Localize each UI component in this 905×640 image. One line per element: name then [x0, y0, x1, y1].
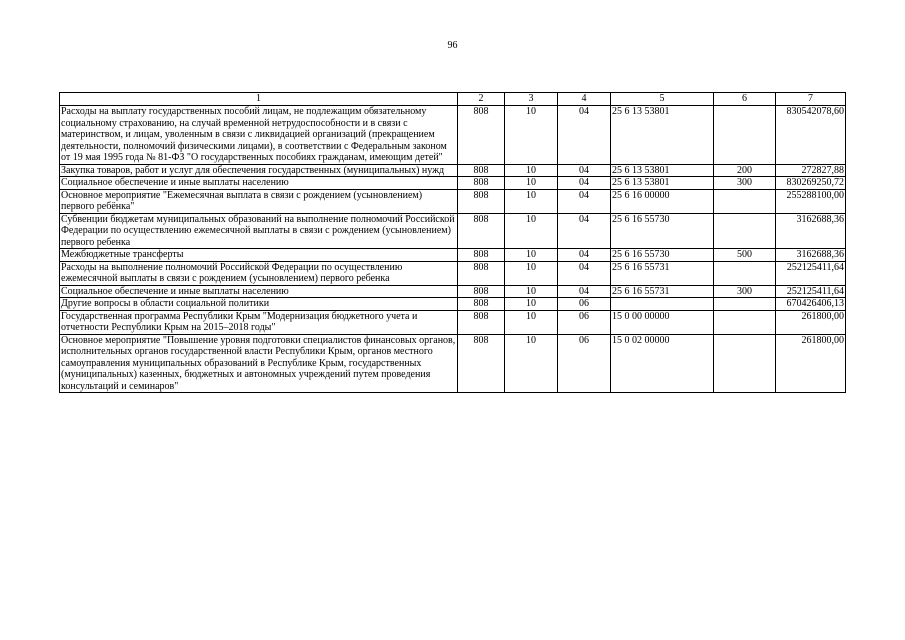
row-section: 10: [505, 189, 558, 213]
table-row: [60, 249, 846, 262]
row-name: Социальное обеспечение и иные выплаты населению: [60, 285, 458, 298]
row-name: Государственная программа Республики Крым "Модернизация бюджетного учета и отчетности Республики Крым на 2015–2018 годы": [60, 310, 458, 334]
row-amount: 252125411,64: [776, 285, 846, 298]
header-cell: 6: [714, 93, 776, 106]
row-section: 10: [505, 106, 558, 165]
row-expense-type: 300: [714, 285, 776, 298]
row-section: 10: [505, 249, 558, 262]
row-subsection: 04: [558, 164, 611, 177]
row-code: 808: [458, 310, 505, 334]
row-subsection: 04: [558, 285, 611, 298]
row-amount: 670426406,13: [776, 298, 846, 311]
budget-table: [59, 92, 846, 393]
header-cell: 7: [776, 93, 846, 106]
table-row: [60, 285, 846, 298]
header-row: [60, 93, 846, 106]
row-expense-type: [714, 106, 776, 165]
row-section: 10: [505, 164, 558, 177]
row-expense-type: 500: [714, 249, 776, 262]
row-code: 808: [458, 106, 505, 165]
row-subsection: 04: [558, 213, 611, 249]
row-name: Расходы на выполнение полномочий Российской Федерации по осуществлению ежемесячной выплаты в связи с рождением (усыновлением) первого ребенка: [60, 261, 458, 285]
header-cell: 3: [505, 93, 558, 106]
row-expense-type: 300: [714, 177, 776, 190]
table-row: [60, 213, 846, 249]
table-row: [60, 177, 846, 190]
row-amount: 261800,00: [776, 310, 846, 334]
row-code: 808: [458, 213, 505, 249]
header-cell: 1: [60, 93, 458, 106]
row-code: 808: [458, 164, 505, 177]
row-expense-type: [714, 334, 776, 393]
row-target-article: 25 6 13 53801: [611, 177, 714, 190]
row-section: 10: [505, 261, 558, 285]
row-expense-type: [714, 213, 776, 249]
header-cell: 5: [611, 93, 714, 106]
page-number: 96: [447, 40, 458, 51]
row-amount: 255288100,00: [776, 189, 846, 213]
table-row: [60, 189, 846, 213]
table-row: [60, 298, 846, 311]
row-subsection: 04: [558, 249, 611, 262]
row-name: Субвенции бюджетам муниципальных образований на выполнение полномочий Российской Федерации по осуществлению ежемесячной выплаты в связи с рождением (усыновлением) первого ребенка: [60, 213, 458, 249]
row-subsection: 04: [558, 106, 611, 165]
row-expense-type: [714, 261, 776, 285]
row-expense-type: [714, 310, 776, 334]
row-expense-type: [714, 189, 776, 213]
row-amount: 272827,88: [776, 164, 846, 177]
row-section: 10: [505, 334, 558, 393]
row-section: 10: [505, 298, 558, 311]
row-target-article: 25 6 13 53801: [611, 164, 714, 177]
header-cell: 4: [558, 93, 611, 106]
row-subsection: 04: [558, 261, 611, 285]
row-code: 808: [458, 298, 505, 311]
row-target-article: 25 6 16 55730: [611, 249, 714, 262]
row-amount: 830269250,72: [776, 177, 846, 190]
table-row: [60, 261, 846, 285]
row-expense-type: [714, 298, 776, 311]
row-name: Закупка товаров, работ и услуг для обеспечения государственных (муниципальных) нужд: [60, 164, 458, 177]
row-target-article: 25 6 16 55731: [611, 285, 714, 298]
row-subsection: 06: [558, 298, 611, 311]
row-code: 808: [458, 189, 505, 213]
table-row: [60, 164, 846, 177]
table-row: [60, 310, 846, 334]
row-target-article: 15 0 00 00000: [611, 310, 714, 334]
row-name: Межбюджетные трансферты: [60, 249, 458, 262]
row-target-article: [611, 298, 714, 311]
row-subsection: 06: [558, 334, 611, 393]
row-target-article: 15 0 02 00000: [611, 334, 714, 393]
row-amount: 3162688,36: [776, 213, 846, 249]
table-row: [60, 334, 846, 393]
row-amount: 261800,00: [776, 334, 846, 393]
header-cell: 2: [458, 93, 505, 106]
row-section: 10: [505, 213, 558, 249]
row-code: 808: [458, 249, 505, 262]
row-code: 808: [458, 285, 505, 298]
row-code: 808: [458, 261, 505, 285]
row-amount: 830542078,60: [776, 106, 846, 165]
row-name: Другие вопросы в области социальной политики: [60, 298, 458, 311]
row-name: Основное мероприятие "Повышение уровня подготовки специалистов финансовых органов, исполнительных органов государственной власти Республики Крым, органов местного самоуправления муниципальных образований в Республике Крым, государственных (муниципальных) казенных, бюджетных и автономных учреждений путем проведения консультаций и семинаров": [60, 334, 458, 393]
row-amount: 3162688,36: [776, 249, 846, 262]
row-target-article: 25 6 13 53801: [611, 106, 714, 165]
row-code: 808: [458, 334, 505, 393]
row-section: 10: [505, 177, 558, 190]
row-section: 10: [505, 285, 558, 298]
row-target-article: 25 6 16 55730: [611, 213, 714, 249]
row-name: Основное мероприятие "Ежемесячная выплата в связи с рождением (усыновлением) первого ребёнка": [60, 189, 458, 213]
row-amount: 252125411,64: [776, 261, 846, 285]
row-section: 10: [505, 310, 558, 334]
table-row: [60, 106, 846, 165]
row-expense-type: 200: [714, 164, 776, 177]
row-name: Социальное обеспечение и иные выплаты населению: [60, 177, 458, 190]
row-code: 808: [458, 177, 505, 190]
row-name: Расходы на выплату государственных пособий лицам, не подлежащим обязательному социальному страхованию, на случай временной нетрудоспособности и в связи с материнством, и лицам, уволенным в связи с ликвидацией организаций (прекращением деятельности, полномочий физическими лицами), в соответствии с Федеральным законом от 19 мая 1995 года № 81-ФЗ "О государственных пособиях гражданам, имеющим детей": [60, 106, 458, 165]
row-target-article: 25 6 16 00000: [611, 189, 714, 213]
row-subsection: 06: [558, 310, 611, 334]
row-subsection: 04: [558, 189, 611, 213]
row-target-article: 25 6 16 55731: [611, 261, 714, 285]
row-subsection: 04: [558, 177, 611, 190]
